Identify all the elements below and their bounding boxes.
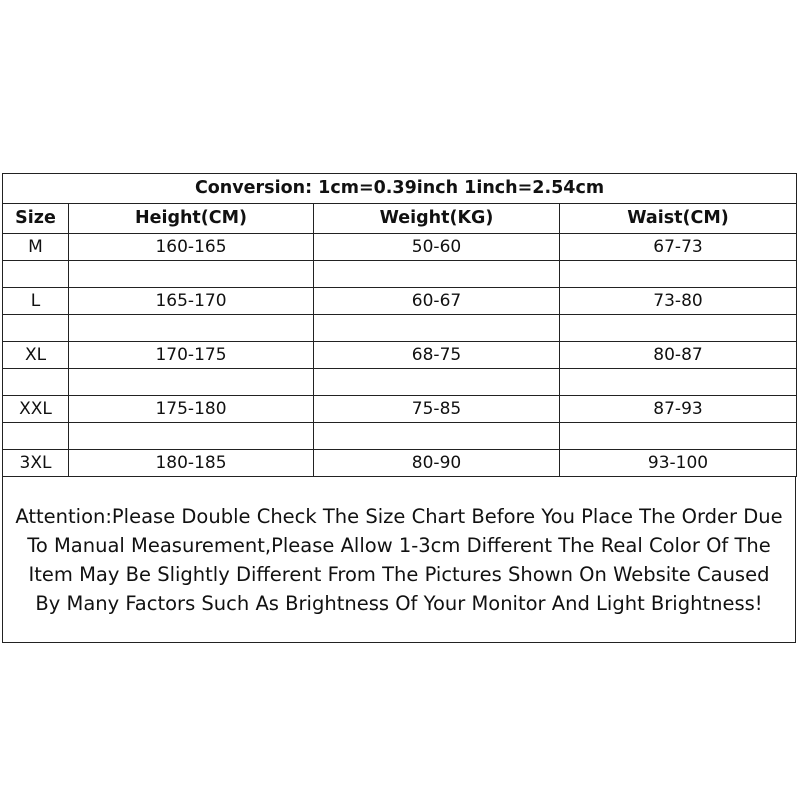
cell-weight: 80-90 [314, 450, 560, 477]
cell-waist: 80-87 [560, 342, 797, 369]
cell-waist: 73-80 [560, 288, 797, 315]
spacer-cell [69, 369, 314, 396]
cell-weight: 60-67 [314, 288, 560, 315]
cell-size: XL [3, 342, 69, 369]
table-row [3, 288, 797, 315]
spacer-cell [3, 261, 69, 288]
table-row [3, 450, 797, 477]
spacer-cell [314, 261, 560, 288]
cell-waist: 93-100 [560, 450, 797, 477]
cell-weight: 68-75 [314, 342, 560, 369]
cell-weight: 50-60 [314, 234, 560, 261]
table-row [3, 396, 797, 423]
spacer-cell [314, 423, 560, 450]
table-row [3, 234, 797, 261]
cell-waist: 87-93 [560, 396, 797, 423]
spacer-cell [314, 315, 560, 342]
table-row [3, 342, 797, 369]
spacer-cell [69, 261, 314, 288]
spacer-cell [3, 369, 69, 396]
header-height: Height(CM) [69, 204, 314, 234]
cell-waist: 67-73 [560, 234, 797, 261]
spacer-cell [69, 423, 314, 450]
spacer-cell [560, 423, 797, 450]
spacer-row [3, 369, 797, 396]
cell-height: 170-175 [69, 342, 314, 369]
spacer-cell [560, 315, 797, 342]
attention-note [2, 477, 796, 643]
spacer-cell [69, 315, 314, 342]
cell-size: XXL [3, 396, 69, 423]
cell-size: 3XL [3, 450, 69, 477]
spacer-cell [314, 369, 560, 396]
header-weight: Weight(KG) [314, 204, 560, 234]
header-size: Size [3, 204, 69, 234]
cell-height: 175-180 [69, 396, 314, 423]
spacer-cell [3, 315, 69, 342]
header-waist: Waist(CM) [560, 204, 797, 234]
spacer-cell [560, 369, 797, 396]
spacer-cell [560, 261, 797, 288]
cell-weight: 75-85 [314, 396, 560, 423]
spacer-row [3, 261, 797, 288]
size-chart [2, 173, 796, 643]
attention-text: Attention:Please Double Check The Size Chart Before You Place The Order Due To Manual Measurement,Please Allow 1-3cm Different The Real Color Of The Item May Be Slightly Different From The Pictures Shown On Website Caused By Many Factors Such As Brightness Of Your Monitor And Light Brightness! [15, 504, 783, 615]
cell-height: 160-165 [69, 234, 314, 261]
spacer-cell [3, 423, 69, 450]
spacer-row [3, 315, 797, 342]
size-table [2, 173, 797, 477]
spacer-row [3, 423, 797, 450]
cell-height: 180-185 [69, 450, 314, 477]
cell-size: L [3, 288, 69, 315]
conversion-note: Conversion: 1cm=0.39inch 1inch=2.54cm [3, 174, 797, 204]
cell-height: 165-170 [69, 288, 314, 315]
cell-size: M [3, 234, 69, 261]
header-row [3, 204, 797, 234]
